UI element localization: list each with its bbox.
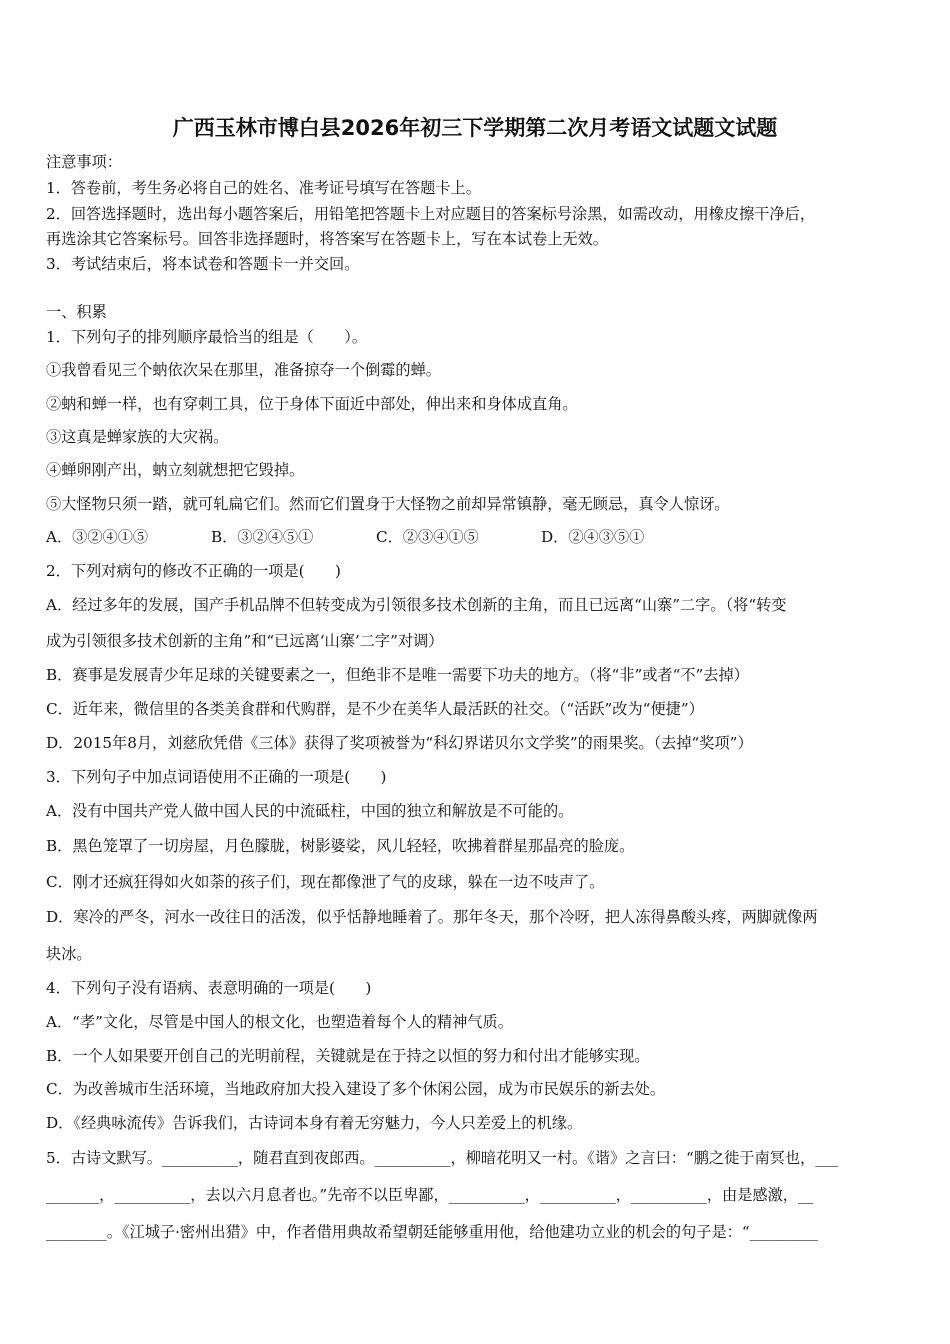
exam-title: 广西玉林市博白县2026年初三下学期第二次月考语文试题文试题	[172, 116, 778, 140]
q3-option-d: D．寒冷的严冬，河水一改往日的活泼，似乎恬静地睡着了。那年冬天，那个冷呀，把人冻得鼻酸头疼，两脚就像两	[46, 908, 818, 926]
q3-option-a: A．没有中国共产党人做中国人民的中流砥柱，中国的独立和解放是不可能的。	[46, 802, 574, 820]
q5-line-1: 5．古诗文默写。__________，随君直到夜郎西。__________，柳暗花明又一村。《谐》之言曰：“鹏之徙于南冥也，___	[46, 1149, 838, 1167]
q2-option-d: D．2015年8月，刘慈欣凭借《三体》获得了奖项被誉为“科幻界诺贝尔文学奖”的雨果奖。（去掉“奖项”）	[46, 734, 753, 752]
q2-option-b: B．赛事是发展青少年足球的关键要素之一，但绝非不是唯一需要下功夫的地方。（将“非”或者“不”去掉）	[46, 666, 749, 684]
q1-sentence-4: ④蝉卵刚产出，蚋立刻就想把它毁掉。	[46, 461, 305, 479]
q5-line-3: ________。《江城子·密州出猎》中，作者借用典故希望朝廷能够重用他，给他建功立业的机会的句子是：“_________	[46, 1223, 818, 1241]
q1-option-d: D．②④③⑤①	[541, 528, 645, 546]
q3-option-d-cont: 块冰。	[46, 945, 92, 963]
q1-option-a: A．③②④①⑤	[46, 528, 149, 546]
q1-sentence-3: ③这真是蝉家族的大灾祸。	[46, 428, 229, 446]
notice-heading: 注意事项：	[46, 153, 122, 171]
q1-sentence-5: ⑤大怪物只须一踏，就可轧扁它们。然而它们置身于大怪物之前却异常镇静，毫无顾忌，真令人惊讶。	[46, 495, 730, 513]
q3-stem: 3．下列句子中加点词语使用不正确的一项是( )	[46, 768, 387, 786]
q1-option-b: B．③②④⑤①	[211, 528, 314, 546]
q4-stem: 4．下列句子没有语病、表意明确的一项是( )	[46, 979, 372, 997]
q1-options	[46, 527, 908, 547]
q3-option-c: C．刚才还疯狂得如火如荼的孩子们，现在都像泄了气的皮球，躲在一边不吱声了。	[46, 873, 605, 891]
q4-option-c: C．为改善城市生活环境，当地政府加大投入建设了多个休闲公园，成为市民娱乐的新去处。	[46, 1080, 666, 1098]
notice-item-3: 3．考试结束后，将本试卷和答题卡一并交回。	[46, 255, 360, 273]
q3-option-b: B．黑色笼罩了一切房屋，月色朦胧，树影婆娑，风儿轻轻，吹拂着群星那晶亮的脸庞。	[46, 837, 635, 855]
q2-option-c: C．近年来，微信里的各类美食群和代购群，是不少在美华人最活跃的社交。（“活跃”改为“便捷”）	[46, 700, 704, 718]
q1-sentence-2: ②蚋和蝉一样，也有穿刺工具，位于身体下面近中部处，伸出来和身体成直角。	[46, 395, 578, 413]
notice-item-1: 1．答卷前，考生务必将自己的姓名、准考证号填写在答题卡上。	[46, 179, 481, 197]
q1-stem: 1．下列句子的排列顺序最恰当的组是（ ）。	[46, 328, 368, 346]
notice-item-2: 2．回答选择题时，选出每小题答案后，用铅笔把答题卡上对应题目的答案标号涂黑，如需改动，用橡皮擦干净后，	[46, 205, 816, 223]
q1-option-c: C．②③④①⑤	[376, 528, 479, 546]
q2-option-a-cont: 成为引领很多技术创新的主角”和“已远离‘山寨’二字”对调）	[46, 632, 444, 650]
q4-option-d: D．《经典咏流传》告诉我们，古诗词本身有着无穷魅力，今人只差爱上的机缘。	[46, 1114, 583, 1132]
q2-option-a: A．经过多年的发展，国产手机品牌不但转变成为引领很多技术创新的主角，而且已远离“山寨”二字。（将“转变	[46, 596, 787, 614]
q4-option-b: B．一个人如果要开创自己的光明前程，关键就是在于持之以恒的努力和付出才能够实现。	[46, 1047, 650, 1065]
q4-option-a: A．“孝”文化，尽管是中国人的根文化，也塑造着每个人的精神气质。	[46, 1013, 513, 1031]
q2-stem: 2．下列对病句的修改不正确的一项是( )	[46, 562, 341, 580]
q1-sentence-1: ①我曾看见三个蚋依次呆在那里，准备掠夺一个倒霉的蝉。	[46, 361, 441, 379]
q5-line-2: _______，__________，去以六月息者也。”先帝不以臣卑鄙，__________，__________，__________，由是感激，__	[46, 1186, 814, 1204]
notice-item-2-cont: 再选涂其它答案标号。回答非选择题时，将答案写在答题卡上，写在本试卷上无效。	[46, 230, 608, 248]
section-heading: 一、积累	[46, 303, 107, 321]
